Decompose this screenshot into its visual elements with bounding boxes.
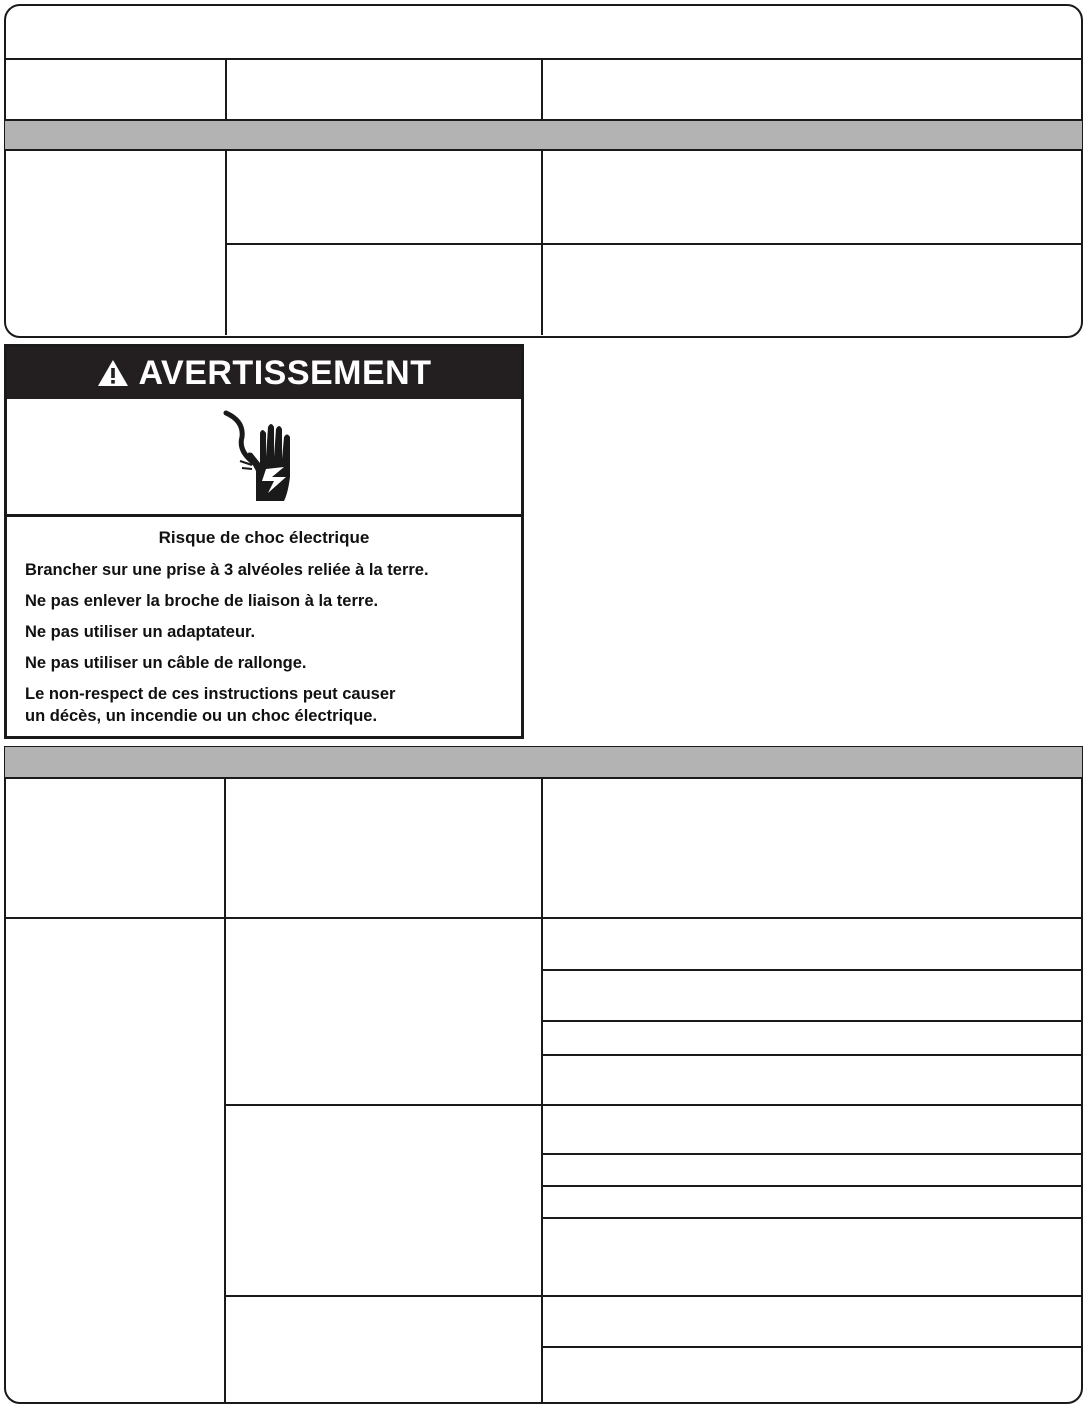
warning-box — [4, 344, 524, 739]
bottom-table-cell-divider — [542, 1346, 1082, 1348]
warning-line: Brancher sur une prise à 3 alvéoles reliée à la terre. — [25, 561, 429, 579]
top-table-col-divider-2 — [541, 59, 543, 120]
warning-line: Ne pas utiliser un adaptateur. — [25, 623, 256, 642]
bottom-table-cell-divider — [542, 1020, 1082, 1022]
bottom-table-row-divider — [5, 917, 1082, 919]
top-table-section-bar — [5, 119, 1082, 151]
bottom-table-cell-divider — [542, 1153, 1082, 1155]
bottom-table-subrow-divider — [225, 1104, 1082, 1106]
bottom-table-subrow-divider — [225, 1295, 1082, 1297]
top-table-col-divider-1 — [225, 59, 227, 120]
warning-consequence: Le non-respect de ces instructions peut causer un décès, un incendie ou un choc électrique. — [25, 685, 396, 725]
bottom-table-cell-divider — [542, 1185, 1082, 1187]
warning-heading: Risque de choc électrique — [158, 528, 370, 547]
bottom-table — [4, 746, 1083, 1404]
bottom-table-cell-divider — [542, 1054, 1082, 1056]
bottom-table-col-divider-2 — [541, 779, 543, 1402]
bottom-table-col-divider-1 — [224, 779, 226, 1402]
warning-icon-area — [7, 399, 521, 517]
warning-triangle-icon — [96, 358, 130, 388]
bottom-table-cell-divider — [542, 969, 1082, 971]
bottom-table-cell-divider — [542, 1217, 1082, 1219]
warning-line: Ne pas enlever la broche de liaison à la terre. — [25, 592, 379, 611]
warning-header — [7, 347, 521, 399]
warning-line: Ne pas utiliser un câble de rallonge. — [25, 654, 307, 673]
bottom-table-section-bar — [5, 747, 1082, 779]
top-table — [4, 4, 1083, 338]
top-table-title-divider — [5, 58, 1082, 60]
electric-shock-hand-icon — [214, 407, 314, 507]
warning-text-area — [7, 518, 521, 737]
warning-title: AVERTISSEMENT — [138, 354, 432, 392]
top-table-row-divider — [226, 243, 1082, 245]
